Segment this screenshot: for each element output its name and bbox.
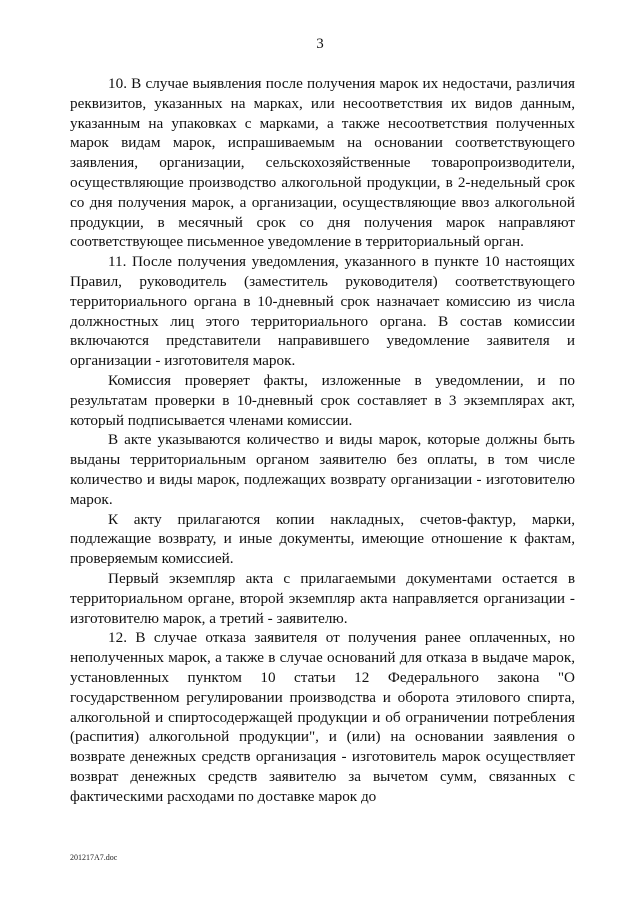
paragraph-act-copies: Первый экземпляр акта с прилагаемыми документами остается в территориальном органе, второй экземпляр акта направляется организации - изготовителю марок, а третий - заявителю.	[70, 569, 575, 627]
paragraph-10: 10. В случае выявления после получения марок их недостачи, различия реквизитов, указанных на марках, или несоответствия их видов данным, указанным на упаковках с марками, а также несоответствия полученных марок видам марок, испрашиваемым на основании соответствующего заявления, организации, сельскохозяйственные товаропроизводители, осуществляющие производство алкогольной продукции, в 2-недельный срок со дня получения марок, а организации, осуществляющие ввоз алкогольной продукции, в месячный срок со дня получения марок направляют соответствующее письменное уведомление в территориальный орган.	[70, 75, 575, 251]
paragraph-commission: Комиссия проверяет факты, изложенные в уведомлении, и по результатам проверки в 10-дневный срок составляет в 3 экземплярах акт, который подписывается членами комиссии.	[70, 371, 575, 429]
page-number: 3	[316, 36, 324, 52]
paragraph-act-attachments: К акту прилагаются копии накладных, счетов-фактур, марки, подлежащие возврату, и иные документы, имеющие отношение к фактам, проверяемым комиссией.	[70, 510, 575, 568]
footer-filename: 201217A7.doc	[70, 853, 118, 862]
document-body	[70, 74, 575, 806]
paragraph-11: 11. После получения уведомления, указанного в пункте 10 настоящих Правил, руководитель (заместитель руководителя) соответствующего территориального органа в 10-дневный срок назначает комиссию из числа должностных лиц этого территориального органа. В состав комиссии включаются представители направившего уведомление заявителя и организации - изготовителя марок.	[70, 253, 575, 370]
paragraph-12: 12. В случае отказа заявителя от получения ранее оплаченных, но неполученных марок, а также в случае оснований для отказа в выдаче марок, установленных пунктом 10 статьи 12 Федерального закона "О государственном регулировании производства и оборота этилового спирта, алкогольной и спиртосодержащей продукции и об ограничении потребления (распития) алкогольной продукции", и (или) на основании заявления о возврате денежных средств организация - изготовитель марок осуществляет возврат денежных средств заявителю за вычетом сумм, связанных с фактическими расходами по доставке марок до	[70, 629, 575, 805]
paragraph-act-contents: В акте указываются количество и виды марок, которые должны быть выданы территориальным органом заявителю без оплаты, в том числе количество и виды марок, подлежащих возврату организации - изготовителю марок.	[70, 431, 575, 508]
